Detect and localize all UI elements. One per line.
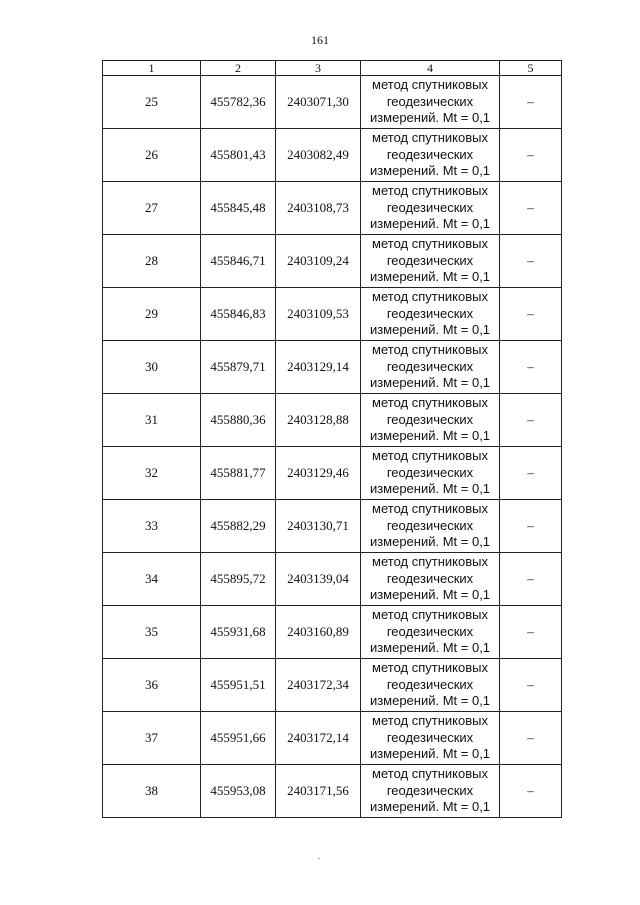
x-coordinate-cell: 455801,43 (201, 129, 276, 182)
x-coordinate-cell: 455951,66 (201, 712, 276, 765)
method-cell: метод спутниковых геодезических измерений. Mt = 0,1 (361, 235, 500, 288)
x-coordinate-cell: 455880,36 (201, 394, 276, 447)
table-header-row (103, 61, 562, 76)
y-coordinate-cell: 2403139,04 (276, 553, 361, 606)
table-row (103, 235, 562, 288)
method-cell: метод спутниковых геодезических измерений. Mt = 0,1 (361, 500, 500, 553)
note-cell: – (500, 288, 562, 341)
table-row (103, 553, 562, 606)
method-cell: метод спутниковых геодезических измерений. Mt = 0,1 (361, 288, 500, 341)
table-row (103, 659, 562, 712)
point-number-cell: 31 (103, 394, 201, 447)
method-cell: метод спутниковых геодезических измерений. Mt = 0,1 (361, 553, 500, 606)
point-number-cell: 29 (103, 288, 201, 341)
table-row (103, 447, 562, 500)
note-cell: – (500, 712, 562, 765)
note-cell: – (500, 659, 562, 712)
table-row (103, 712, 562, 765)
table-row (103, 500, 562, 553)
note-cell: – (500, 606, 562, 659)
y-coordinate-cell: 2403172,34 (276, 659, 361, 712)
point-number-cell: 28 (103, 235, 201, 288)
point-number-cell: 34 (103, 553, 201, 606)
y-coordinate-cell: 2403108,73 (276, 182, 361, 235)
x-coordinate-cell: 455882,29 (201, 500, 276, 553)
y-coordinate-cell: 2403160,89 (276, 606, 361, 659)
x-coordinate-cell: 455895,72 (201, 553, 276, 606)
point-number-cell: 37 (103, 712, 201, 765)
method-cell: метод спутниковых геодезических измерений. Mt = 0,1 (361, 182, 500, 235)
method-cell: метод спутниковых геодезических измерений. Mt = 0,1 (361, 712, 500, 765)
method-cell: метод спутниковых геодезических измерений. Mt = 0,1 (361, 606, 500, 659)
point-number-cell: 26 (103, 129, 201, 182)
column-header: 4 (361, 61, 500, 76)
point-number-cell: 30 (103, 341, 201, 394)
point-number-cell: 25 (103, 76, 201, 129)
table-row (103, 288, 562, 341)
point-number-cell: 36 (103, 659, 201, 712)
method-cell: метод спутниковых геодезических измерений. Mt = 0,1 (361, 394, 500, 447)
column-header: 5 (500, 61, 562, 76)
method-cell: метод спутниковых геодезических измерений. Mt = 0,1 (361, 76, 500, 129)
table-row (103, 765, 562, 818)
y-coordinate-cell: 2403082,49 (276, 129, 361, 182)
note-cell: – (500, 500, 562, 553)
x-coordinate-cell: 455881,77 (201, 447, 276, 500)
method-cell: метод спутниковых геодезических измерений. Mt = 0,1 (361, 765, 500, 818)
note-cell: – (500, 394, 562, 447)
table-body (103, 76, 562, 818)
y-coordinate-cell: 2403109,53 (276, 288, 361, 341)
y-coordinate-cell: 2403130,71 (276, 500, 361, 553)
table-row (103, 606, 562, 659)
y-coordinate-cell: 2403071,30 (276, 76, 361, 129)
method-cell: метод спутниковых геодезических измерений. Mt = 0,1 (361, 129, 500, 182)
table-row (103, 394, 562, 447)
method-cell: метод спутниковых геодезических измерений. Mt = 0,1 (361, 447, 500, 500)
column-header: 3 (276, 61, 361, 76)
table-row (103, 341, 562, 394)
table-row (103, 129, 562, 182)
x-coordinate-cell: 455953,08 (201, 765, 276, 818)
method-cell: метод спутниковых геодезических измерений. Mt = 0,1 (361, 659, 500, 712)
x-coordinate-cell: 455931,68 (201, 606, 276, 659)
note-cell: – (500, 182, 562, 235)
page-number: 161 (311, 33, 329, 47)
x-coordinate-cell: 455846,71 (201, 235, 276, 288)
y-coordinate-cell: 2403129,46 (276, 447, 361, 500)
point-number-cell: 33 (103, 500, 201, 553)
y-coordinate-cell: 2403109,24 (276, 235, 361, 288)
note-cell: – (500, 553, 562, 606)
note-cell: – (500, 235, 562, 288)
point-number-cell: 27 (103, 182, 201, 235)
x-coordinate-cell: 455845,48 (201, 182, 276, 235)
table-row (103, 76, 562, 129)
note-cell: – (500, 765, 562, 818)
x-coordinate-cell: 455782,36 (201, 76, 276, 129)
point-number-cell: 35 (103, 606, 201, 659)
column-header: 1 (103, 61, 201, 76)
y-coordinate-cell: 2403129,14 (276, 341, 361, 394)
x-coordinate-cell: 455846,83 (201, 288, 276, 341)
y-coordinate-cell: 2403172,14 (276, 712, 361, 765)
coordinates-table (102, 60, 562, 818)
y-coordinate-cell: 2403171,56 (276, 765, 361, 818)
point-number-cell: 38 (103, 765, 201, 818)
note-cell: – (500, 76, 562, 129)
y-coordinate-cell: 2403128,88 (276, 394, 361, 447)
table-row (103, 182, 562, 235)
method-cell: метод спутниковых геодезических измерений. Mt = 0,1 (361, 341, 500, 394)
note-cell: – (500, 447, 562, 500)
x-coordinate-cell: 455879,71 (201, 341, 276, 394)
note-cell: – (500, 129, 562, 182)
column-header: 2 (201, 61, 276, 76)
note-cell: – (500, 341, 562, 394)
scan-speck (318, 858, 320, 859)
point-number-cell: 32 (103, 447, 201, 500)
x-coordinate-cell: 455951,51 (201, 659, 276, 712)
